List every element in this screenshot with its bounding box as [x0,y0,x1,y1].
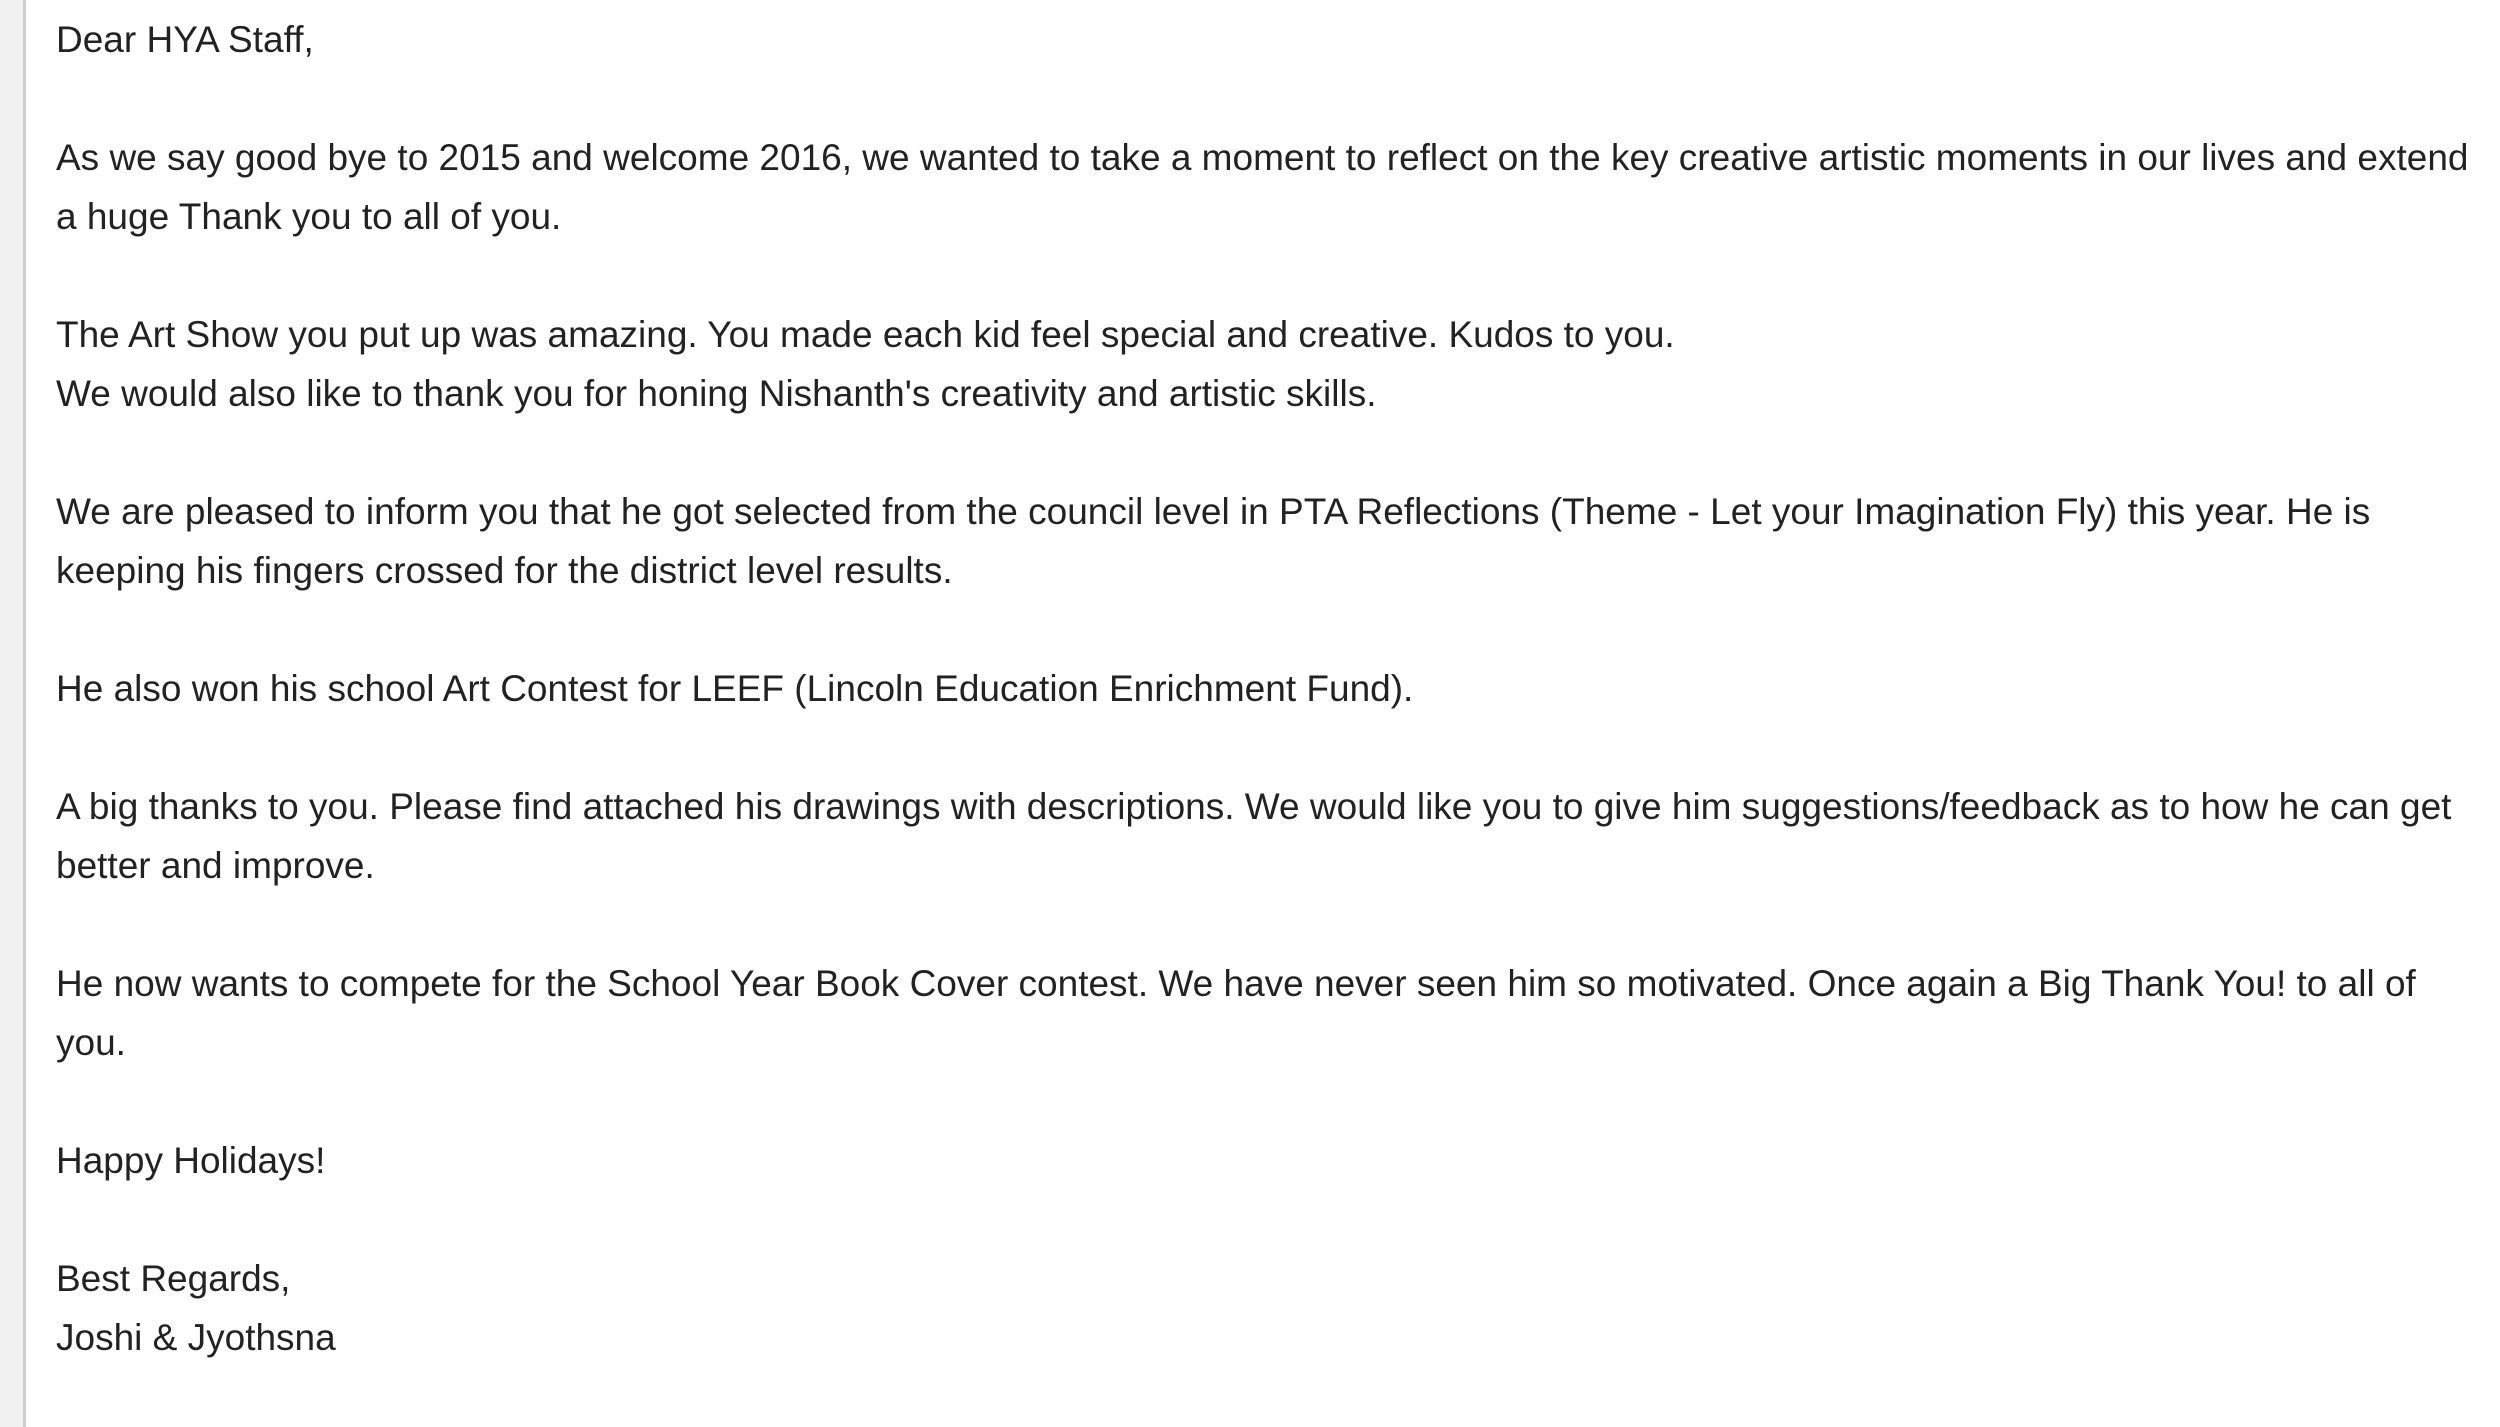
quote-bar [0,0,26,1427]
thanks-line: We would also like to thank you for honing Nishanth's creativity and artistic skills. [56,373,1377,414]
email-signoff [56,1249,2476,1367]
email-message [56,10,2476,1367]
paragraph-pta-reflections: We are pleased to inform you that he got selected from the council level in PTA Reflections (Theme - Let your Imagination Fly) this year. He is keeping his fingers crossed for the district level results. [56,491,2371,591]
paragraph-year-book: He now wants to compete for the School Year Book Cover contest. We have never seen him so motivated. Once again a Big Thank You! to all of you. [56,963,2416,1063]
paragraph-attachments: A big thanks to you. Please find attached his drawings with descriptions. We would like you to give him suggestions/feedback as to how he can get better and improve. [56,786,2452,886]
paragraph-holidays: Happy Holidays! [56,1140,326,1181]
email-signature: Joshi & Jyothsna [56,1317,336,1358]
email-greeting: Dear HYA Staff, [56,19,314,60]
paragraph-reflection: As we say good bye to 2015 and welcome 2016, we wanted to take a moment to reflect on the key creative artistic moments in our lives and extend a huge Thank you to all of you. [56,137,2469,237]
paragraph-leef-contest: He also won his school Art Contest for LEEF (Lincoln Education Enrichment Fund). [56,668,1414,709]
email-closing: Best Regards, [56,1258,291,1299]
art-show-line: The Art Show you put up was amazing. You made each kid feel special and creative. Kudos to you. [56,314,1675,355]
paragraph-art-show [56,305,2476,423]
